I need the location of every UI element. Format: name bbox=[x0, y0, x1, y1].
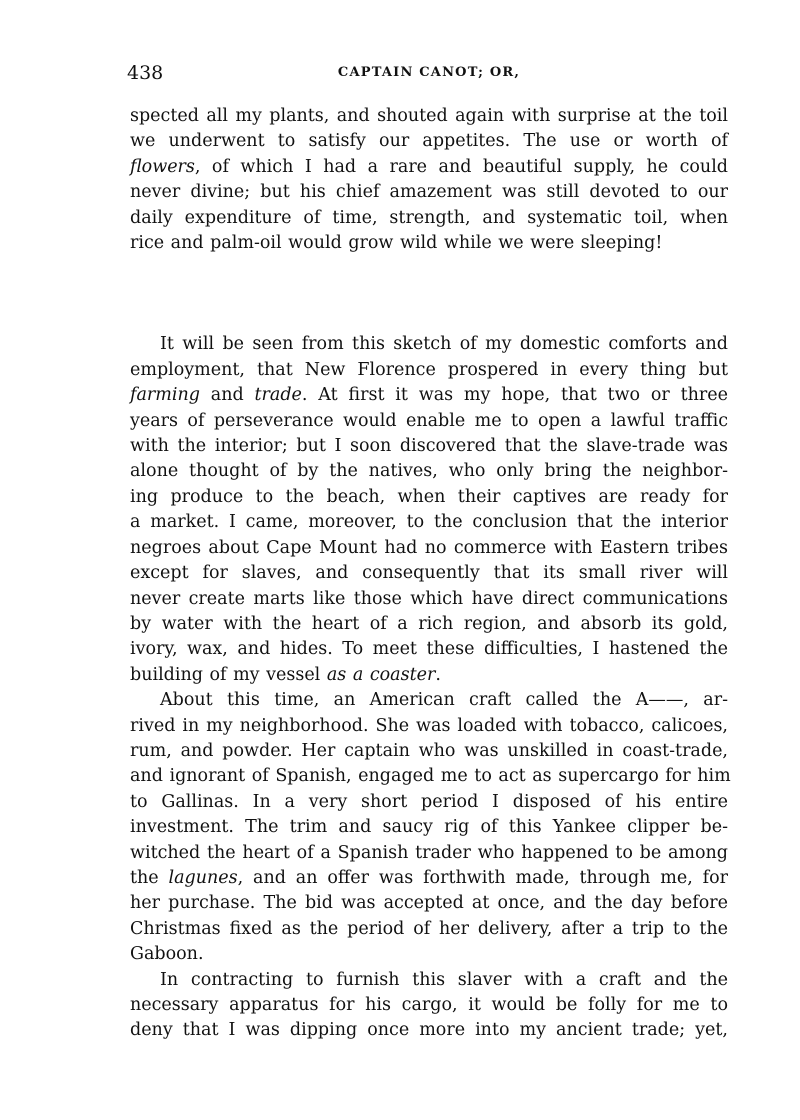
page-header bbox=[127, 62, 728, 92]
paragraph-1 bbox=[130, 104, 728, 256]
page-number: 438 bbox=[127, 62, 164, 84]
text-line: rice and palm-oil would grow wild while we were sleeping! bbox=[130, 233, 663, 254]
text-line: alone thought of by the natives, who only bring the neighbor- bbox=[130, 461, 728, 482]
paragraph-2 bbox=[130, 332, 728, 688]
text-line: About this time, an American craft called the A——, ar- bbox=[160, 690, 728, 711]
text-line: witched the heart of a Spanish trader who happened to be among bbox=[130, 842, 728, 863]
text-line: and ignorant of Spanish, engaged me to act as supercargo for him bbox=[130, 766, 731, 787]
paragraph-3 bbox=[130, 688, 731, 967]
text-line: necessary apparatus for his cargo, it would be folly for me to bbox=[130, 995, 728, 1015]
text-line: daily expenditure of time, strength, and systematic toil, when bbox=[130, 207, 728, 228]
text-line: her purchase. The bid was accepted at once, and the day before bbox=[130, 893, 728, 914]
text-line: a market. I came, moreover, to the conclusion that the interior bbox=[130, 512, 728, 533]
text-line: ing produce to the beach, when their captives are ready for bbox=[130, 486, 728, 507]
text-line: It will be seen from this sketch of my domestic comforts and bbox=[160, 334, 728, 355]
text-line: to Gallinas. In a very short period I disposed of his entire bbox=[130, 791, 728, 812]
running-head: CAPTAIN CANOT; OR, bbox=[337, 65, 521, 80]
text-line: rum, and powder. Her captain who was unskilled in coast-trade, bbox=[130, 740, 728, 761]
text-line: In contracting to furnish this slaver with a craft and the bbox=[160, 969, 728, 990]
text-line: negroes about Cape Mount had no commerce with Eastern tribes bbox=[130, 537, 728, 558]
text-line: except for slaves, and consequently that its small river will bbox=[130, 563, 728, 584]
text-line: never create marts like those which have direct communications bbox=[130, 588, 728, 609]
section-gap bbox=[130, 256, 728, 332]
text-line: spected all my plants, and shouted again with surprise at the toil bbox=[130, 106, 728, 126]
text-line: by water with the heart of a rich region, and absorb its gold, bbox=[130, 613, 728, 634]
text-line: the lagunes, and an offer was forthwith made, through me, for bbox=[130, 867, 728, 888]
paragraph-4 bbox=[130, 968, 728, 1044]
body-text bbox=[130, 104, 731, 1044]
text-line: ivory, wax, and hides. To meet these difficulties, I hastened the bbox=[130, 639, 728, 660]
text-line: we underwent to satisfy our appetites. The use or worth of bbox=[130, 131, 728, 152]
text-line: years of perseverance would enable me to open a lawful traffic bbox=[130, 410, 728, 431]
text-line: never divine; but his chief amazement was still devoted to our bbox=[130, 182, 728, 203]
book-page bbox=[127, 62, 731, 1044]
text-line: Christmas fixed as the period of her delivery, after a trip to the bbox=[130, 918, 728, 939]
text-line: farming and trade. At first it was my hope, that two or three bbox=[130, 385, 728, 406]
text-line: deny that I was dipping once more into my ancient trade; yet, bbox=[130, 1020, 728, 1041]
text-line: investment. The trim and saucy rig of this Yankee clipper be- bbox=[130, 817, 728, 838]
text-line: employment, that New Florence prospered in every thing but bbox=[130, 359, 728, 380]
text-line: Gaboon. bbox=[130, 944, 204, 965]
text-line: building of my vessel as a coaster. bbox=[130, 664, 441, 685]
text-line: rived in my neighborhood. She was loaded with tobacco, calicoes, bbox=[130, 715, 728, 736]
text-line: flowers, of which I had a rare and beautiful supply, he could bbox=[130, 156, 728, 177]
text-line: with the interior; but I soon discovered that the slave-trade was bbox=[130, 436, 728, 457]
